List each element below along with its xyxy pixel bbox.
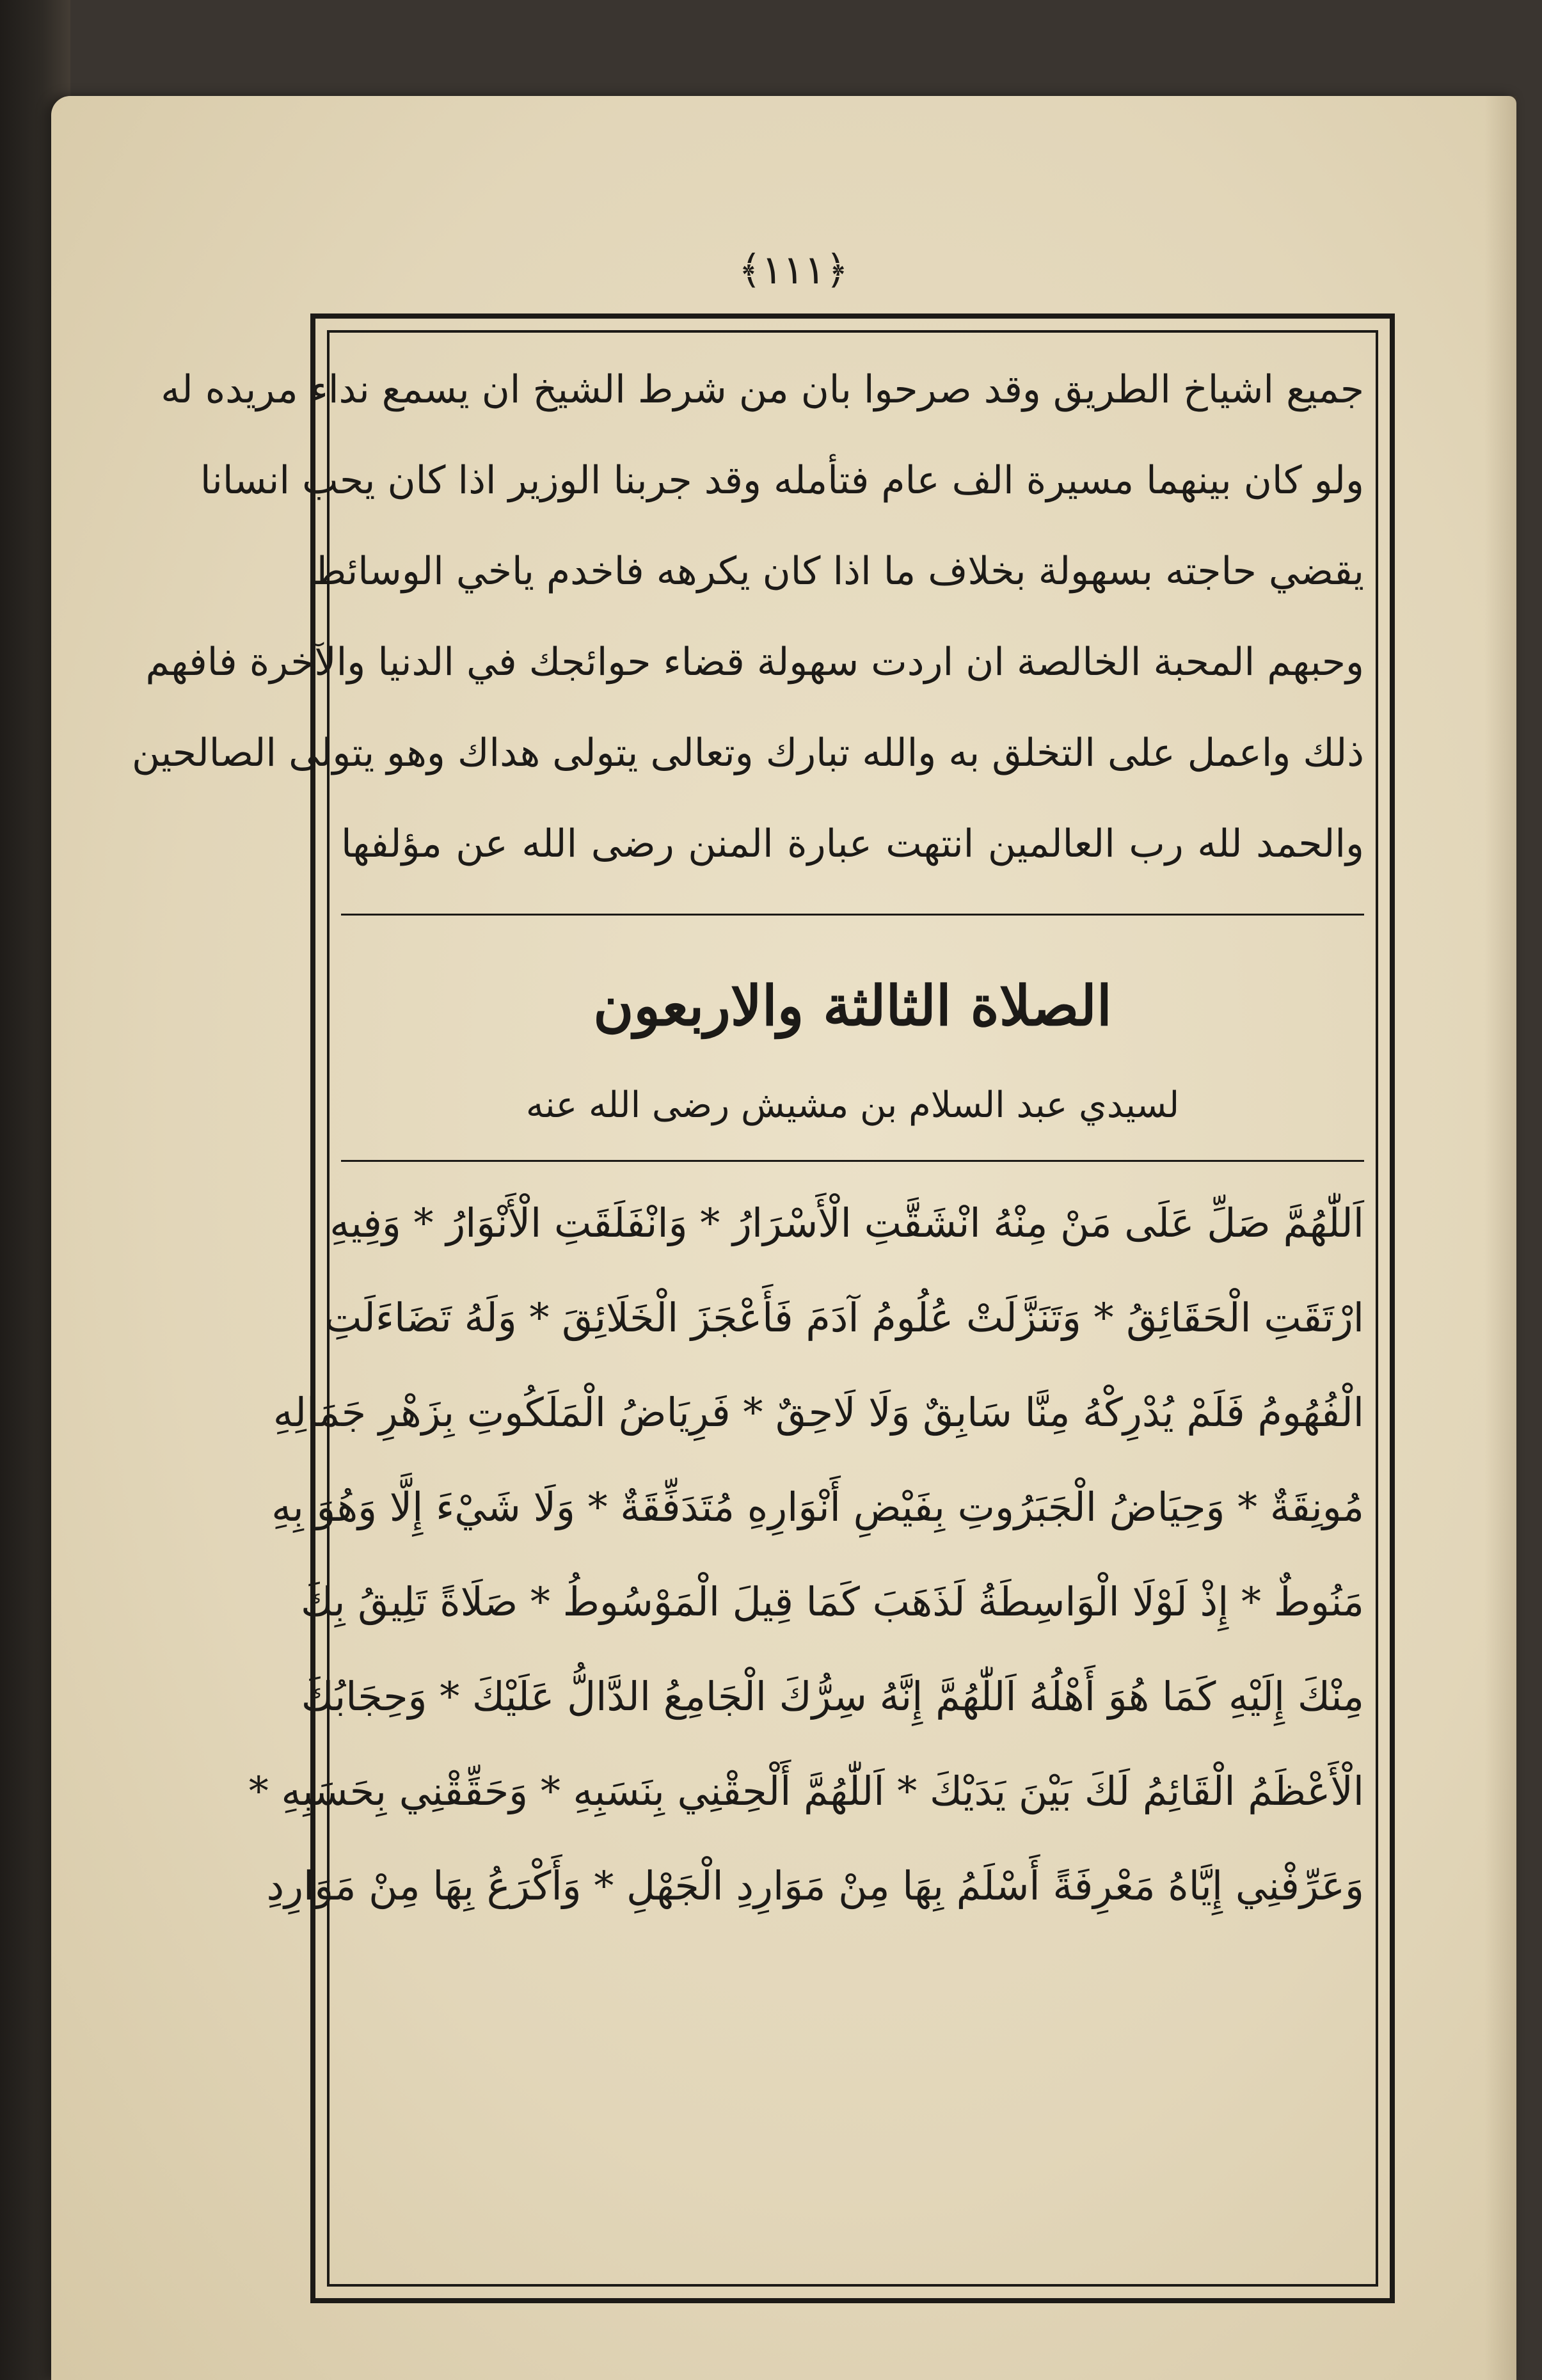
text-line: جميع اشياخ الطريق وقد صرحوا بان من شرط الشيخ ان يسمع نداء مريده له <box>161 367 1364 412</box>
section-divider-top <box>341 914 1364 916</box>
page-spine-shadow <box>1484 96 1516 2380</box>
prayer-line: وَعَرِّفْنِي إِيَّاهُ مَعْرِفَةً أَسْلَمُ بِهَا مِنْ مَوَارِدِ الْجَهْلِ * وَأَكْرَعُ بِهَا مِنْ مَوَارِدِ <box>266 1862 1364 1909</box>
section-subtitle: لسيدي عبد السلام بن مشيش رضى الله عنه <box>525 1084 1180 1126</box>
prayer-line: مَنُوطٌ * إِذْ لَوْلَا الْوَاسِطَةُ لَذَهَبَ كَمَا قِيلَ الْمَوْسُوطُ * صَلَاةً تَلِيقُ بِكَ <box>300 1578 1364 1625</box>
page-number: ﴿١١١﴾ <box>738 246 849 293</box>
prayer-line: ارْتَقَتِ الْحَقَائِقُ * وَتَنَزَّلَتْ عُلُومُ آدَمَ فَأَعْجَزَ الْخَلَائِقَ * وَلَهُ تَضَاءَلَتِ <box>324 1294 1364 1341</box>
text-line: ولو كان بينهما مسيرة الف عام فتأمله وقد جربنا الوزير اذا كان يحب انسانا <box>200 458 1364 503</box>
text-line: وحبهم المحبة الخالصة ان اردت سهولة قضاء حوائجك في الدنيا والآخرة فافهم <box>145 640 1364 685</box>
intro-paragraph <box>131 344 1364 889</box>
text-line: والحمد لله رب العالمين انتهت عبارة المنن رضى الله عن مؤلفها <box>341 821 1364 866</box>
prayer-line: مِنْكَ إِلَيْهِ كَمَا هُوَ أَهْلُهُ اَللّٰهُمَّ إِنَّهُ سِرُّكَ الْجَامِعُ الدَّالُّ عَلَيْكَ * وَحِجَابُكَ <box>301 1673 1364 1720</box>
prayer-text <box>248 1176 1364 1933</box>
text-line: ذلك واعمل على التخلق به والله تبارك وتعالى يتولى هداك وهو يتولى الصالحين <box>131 731 1364 775</box>
prayer-line: الْفُهُومُ فَلَمْ يُدْرِكْهُ مِنَّا سَابِقٌ وَلَا لَاحِقٌ * فَرِيَاضُ الْمَلَكُوتِ بِزَهْرِ جَمَالِهِ <box>273 1389 1364 1436</box>
prayer-line: اَللّٰهُمَّ صَلِّ عَلَى مَنْ مِنْهُ انْشَقَّتِ الْأَسْرَارُ * وَانْفَلَقَتِ الْأَنْوَارُ * وَفِيهِ <box>330 1200 1364 1246</box>
prayer-line: الْأَعْظَمُ الْقَائِمُ لَكَ بَيْنَ يَدَيْكَ * اَللّٰهُمَّ أَلْحِقْنِي بِنَسَبِهِ * وَحَقِّقْنِي بِحَسَبِهِ * <box>248 1768 1364 1814</box>
prayer-line: مُونِقَةٌ * وَحِيَاضُ الْجَبَرُوتِ بِفَيْضِ أَنْوَارِهِ مُتَدَفِّقَةٌ * وَلَا شَيْءَ إِلَّا وَهُوَ بِهِ <box>271 1484 1364 1530</box>
page-content <box>131 344 1364 2273</box>
text-frame <box>131 313 1395 2303</box>
section-title: الصلاة الثالثة والاربعون <box>593 974 1112 1038</box>
text-line: يقضي حاجته بسهولة بخلاف ما اذا كان يكرهه فاخدم ياخي الوسائط <box>310 549 1364 594</box>
section-divider-bottom <box>341 1160 1364 1162</box>
